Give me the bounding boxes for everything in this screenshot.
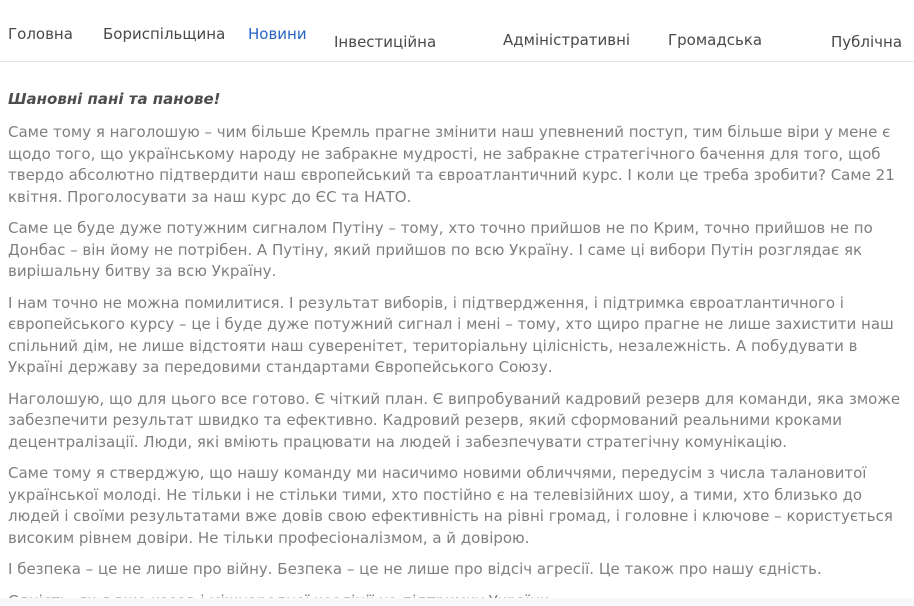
article-paragraph: Саме тому я наголошую – чим більше Кремль прагне змінити наш упевнений поступ, тим більше віри у мене є щодо того, що українському народу не забракне мудрості, не забракне стратегічного бачення для того, щоб твердо абсолютно підтвердити наш європейський та євроатлантичний курс. І коли це треба зробити? Саме 21 квітня. Проголосувати за наш курс до ЄС та НАТО. — [8, 123, 895, 206]
top-navigation — [0, 0, 914, 62]
nav-item-holovna[interactable]: Головна — [8, 25, 73, 43]
article-greeting: Шановні пані та панове! — [8, 90, 221, 108]
article-paragraph: І нам точно не можна помилитися. І результат виборів, і підтвердження, і підтримка євроатлантичного і європейського курсу – це і буде дуже потужний сигнал і мені – тому, хто щиро прагне не лише захистити наш спільний дім, не лише відстояти наш суверенітет, територіальну цілісність, незалежність. А побудувати в Україні державу за передовими стандартами Європейського Союзу. — [8, 293, 894, 376]
article-content — [0, 62, 914, 606]
nav-item-hromadska[interactable]: Громадська — [668, 31, 763, 49]
article-paragraph: І безпека – це не лише про війну. Безпека – це не лише про відсіч агресії. Це також про нашу єдність. — [8, 560, 822, 578]
nav-item-investytsiina[interactable]: Інвестиційна — [334, 33, 437, 51]
article-paragraph: Саме тому я стверджую, що нашу команду ми насичимо новими обличчями, передусім з числа талановитої української молоді. Не тільки і не стільки тими, хто постійно є на телевізійних шоу, а тими, хто близько до людей і своїми результатами вже довів свою ефективність на рівні громад, і головне і ключове – користується високим рівнем довіри. Не тільки професіоналізмом, а й довірою. — [8, 464, 893, 547]
nav-item-administratyvni[interactable]: Адміністративні — [503, 31, 631, 49]
nav-item-boryspilshchyna[interactable]: Бориспільщина — [103, 25, 226, 43]
nav-item-novyny[interactable]: Новини — [248, 25, 307, 43]
bottom-page-edge — [0, 598, 914, 606]
article-paragraph: Саме це буде дуже потужним сигналом Путіну – тому, хто точно прийшов не по Крим, точно прийшов не по Донбас – він йому не потрібен. А Путіну, який прийшов по всю Україну. І саме ці вибори Путін розглядає як вирішальну битву за всю Україну. — [8, 219, 873, 280]
nav-item-publichna[interactable]: Публічна — [831, 33, 903, 51]
article-paragraph: Наголошую, що для цього все готово. Є чіткий план. Є випробуваний кадровий резерв для команди, яка зможе забезпечити результат швидко та ефективно. Кадровий резерв, який сформований реальними кроками децентралізації. Люди, які вміють працювати на людей і забезпечувати стратегічну комунікацію. — [8, 389, 901, 451]
